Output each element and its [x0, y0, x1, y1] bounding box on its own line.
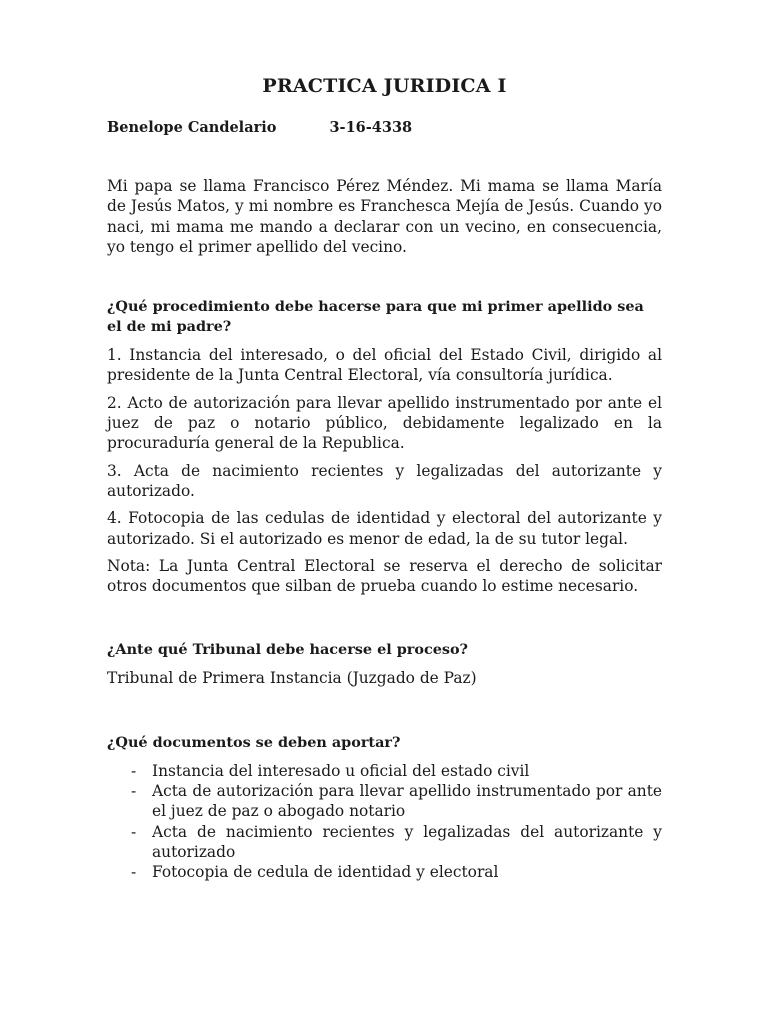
documents-list [107, 761, 662, 883]
author-name: Benelope Candelario [107, 119, 277, 136]
list-item [107, 822, 662, 863]
procedure-step-1: 1. Instancia del interesado, o del oficial del Estado Civil, dirigido al presidente de la Junta Central Electoral, vía consultoría jurídica. [107, 346, 662, 385]
list-item-text: Fotocopia de cedula de identidad y electoral [152, 863, 499, 882]
question-procedure: ¿Qué procedimiento debe hacerse para que mi primer apellido sea el de mi padre? [107, 298, 644, 336]
list-bullet: - [131, 761, 137, 780]
question-tribunal: ¿Ante qué Tribunal debe hacerse el proceso? [107, 641, 468, 659]
procedure-step-4: 4. Fotocopia de las cedulas de identidad y electoral del autorizante y autorizado. Si el autorizado es menor de edad, la de su tutor legal. [107, 509, 662, 548]
tribunal-answer: Tribunal de Primera Instancia (Juzgado de Paz) [107, 669, 477, 688]
author-line [107, 118, 662, 138]
list-item [107, 781, 662, 822]
list-item-text: Acta de autorización para llevar apellido instrumentado por ante el juez de paz o abogado notario [152, 782, 662, 821]
list-item-text: Instancia del interesado u oficial del estado civil [152, 761, 530, 780]
list-item [107, 761, 662, 781]
author-id: 3-16-4338 [329, 119, 413, 136]
procedure-step-2: 2. Acto de autorización para llevar apellido instrumentado por ante el juez de paz o notario público, debidamente legalizado en la procuraduría general de la Republica. [107, 393, 662, 453]
question-documents: ¿Qué documentos se deben aportar? [107, 733, 401, 751]
procedure-step-3: 3. Acta de nacimiento recientes y legalizadas del autorizante y autorizado. [107, 461, 662, 500]
list-bullet: - [131, 822, 137, 841]
document-title: PRACTICA JURIDICA I [262, 75, 507, 97]
list-item-text: Acta de nacimiento recientes y legalizadas del autorizante y autorizado [152, 822, 662, 861]
document-page [107, 72, 662, 883]
procedure-note: Nota: La Junta Central Electoral se reserva el derecho de solicitar otros documentos que silban de prueba cuando lo estime necesario. [107, 556, 662, 596]
list-bullet: - [131, 782, 137, 801]
list-bullet: - [131, 863, 137, 882]
intro-paragraph: Mi papa se llama Francisco Pérez Méndez. Mi mama se llama María de Jesús Matos, y mi nombre es Franchesca Mejía de Jesús. Cuando yo naci, mi mama me mando a declarar con un vecino, en consecuencia, yo tengo el primer apellido del vecino. [107, 177, 662, 256]
list-item [107, 862, 662, 882]
